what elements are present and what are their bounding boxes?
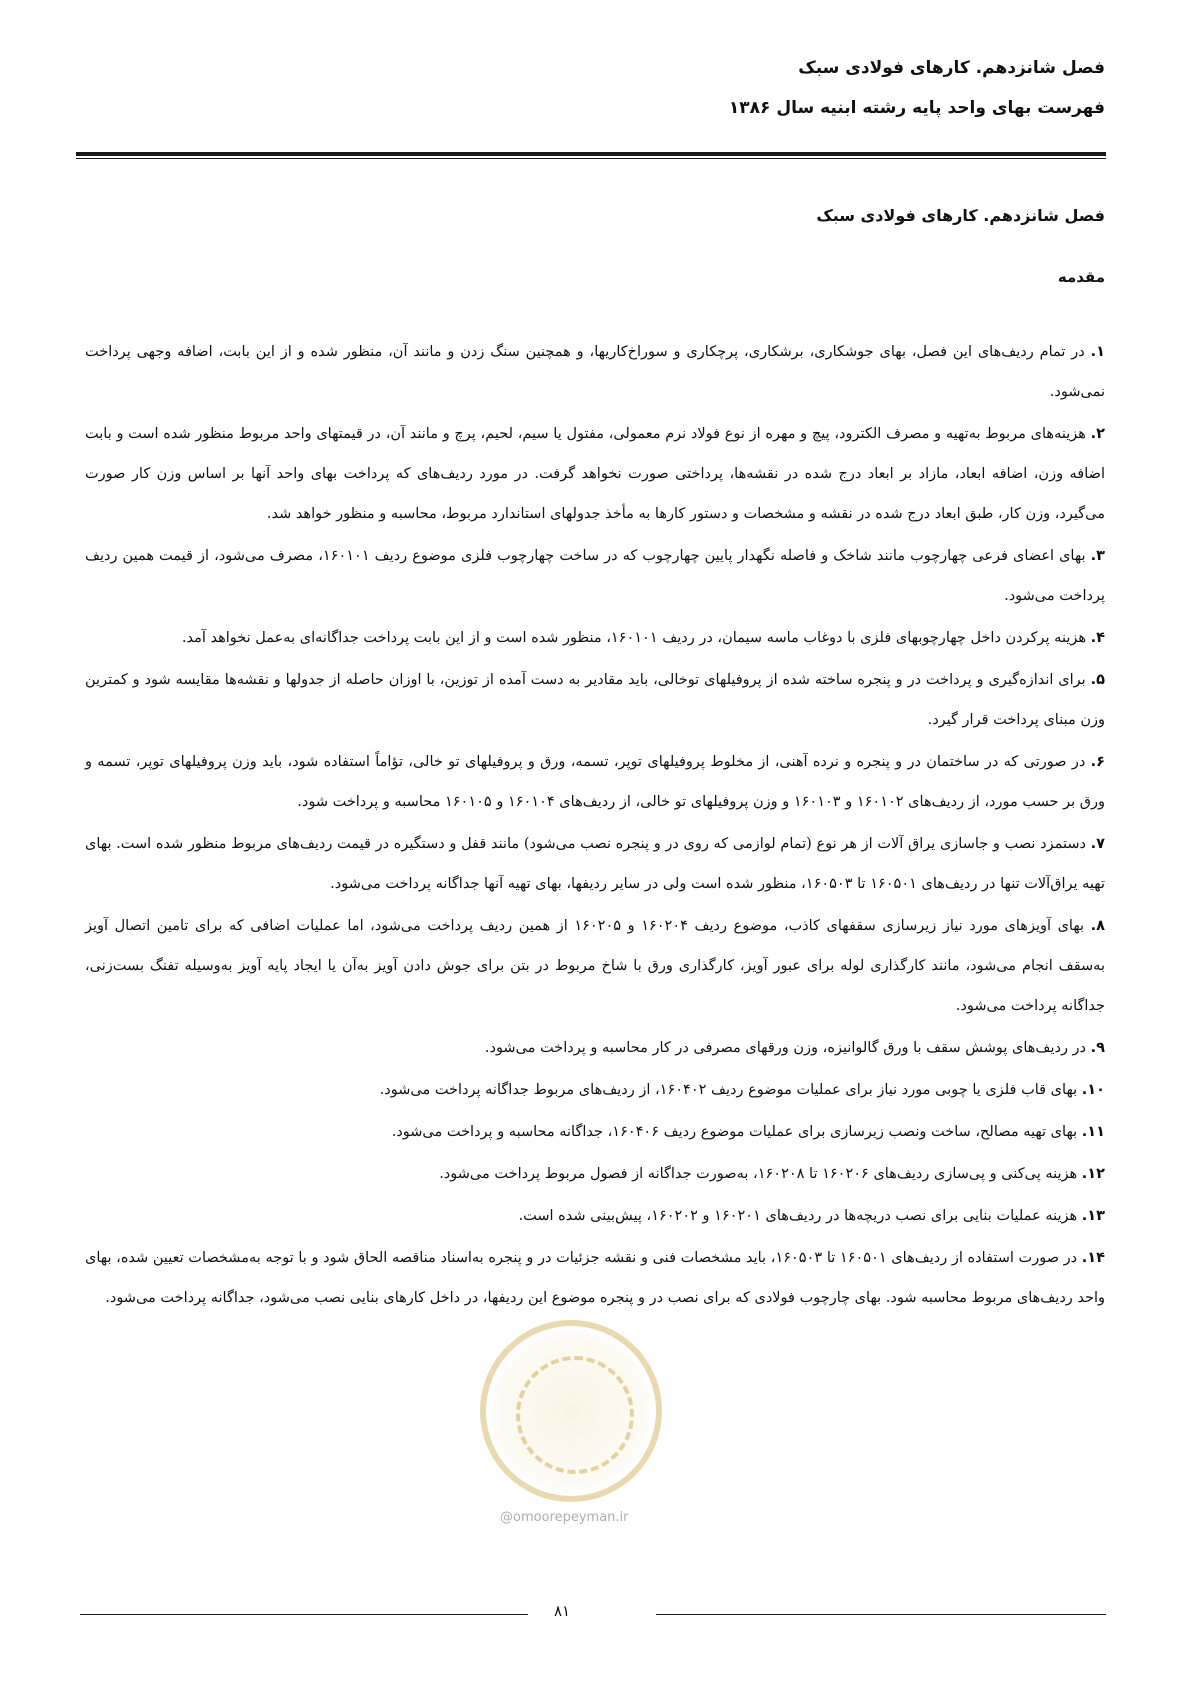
section-title: فصل شانزدهم. کارهای فولادی سبک <box>816 206 1105 225</box>
paragraph-text: در ردیف‌های پوشش سقف با ورق گالوانیزه، وزن ورقهای مصرفی در کار محاسبه و پرداخت می‌شود. <box>484 1040 1091 1056</box>
paragraph-number: ۲. <box>1090 426 1105 442</box>
paragraph <box>85 618 1105 658</box>
header-rule-thick <box>76 152 1106 156</box>
paragraph-text: بهای اعضای فرعی چهارچوب مانند شاخک و فاصله نگهدار پایین چهارچوب که در ساخت چهارچوب فلزی موضوع ردیف ۱۶۰۱۰۱، مصرف می‌شود، از قیمت همین ردیف پرداخت می‌شود. <box>85 548 1105 604</box>
paragraph <box>85 906 1105 1026</box>
paragraph-number: ۱۳. <box>1081 1208 1105 1224</box>
page-header <box>85 58 1105 118</box>
header-chapter-title: فصل شانزدهم. کارهای فولادی سبک <box>798 58 1105 78</box>
paragraph <box>85 660 1105 740</box>
paragraph-text: بهای آویزهای مورد نیاز زیرسازی سقفهای کاذب، موضوع ردیف ۱۶۰۲۰۴ و ۱۶۰۲۰۵ از همین ردیف پرداخت می‌شود، اما عملیات اضافی که برای تامین اتصال آویز به‌سقف انجام می‌شود، مانند کارگذاری لوله برای عبور آویز، کارگذاری ورق با شاخ مربوط در بتن برای جوش دادن آویز به‌آن یا ایجاد پایه آویز به‌وسیله تفنگ بست‌زنی، جداگانه پرداخت می‌شود. <box>85 918 1105 1014</box>
paragraph-text: بهای تهیه مصالح، ساخت ونصب زیرسازی برای عملیات موضوع ردیف ۱۶۰۴۰۶، جداگانه محاسبه و پرداخت می‌شود. <box>391 1124 1082 1140</box>
paragraph-text: در صورت استفاده از ردیف‌های ۱۶۰۵۰۱ تا ۱۶۰۵۰۳، باید مشخصات فنی و نقشه جزئیات در و پنجره به‌اسناد مناقصه الحاق شود و با توجه به‌مشخصات تعیین شده، بهای واحد ردیف‌های مربوط محاسبه شود. بهای چارچوب فولادی که برای نصب در و پنجره موضوع این ردیفها، در داخل کارهای بنایی نصب می‌شود، جداگانه پرداخت می‌شود. <box>85 1250 1105 1306</box>
paragraph <box>85 1070 1105 1110</box>
paragraph-text: هزینه پی‌کنی و پی‌سازی ردیف‌های ۱۶۰۲۰۶ تا ۱۶۰۲۰۸، به‌صورت جداگانه از فصول مربوط پرداخت می‌شود. <box>439 1166 1082 1182</box>
section-subtitle: مقدمه <box>1057 268 1105 286</box>
paragraph-number: ۷. <box>1090 836 1105 852</box>
watermark-url: @omoorepeyman.ir <box>500 1510 629 1525</box>
paragraph-number: ۱۴. <box>1081 1250 1105 1266</box>
paragraph-number: ۶. <box>1090 754 1105 770</box>
paragraph-text: هزینه پرکردن داخل چهارچوبهای فلزی با دوغاب ماسه سیمان، در ردیف ۱۶۰۱۰۱، منظور شده است و از این بابت پرداخت جداگانه‌ای به‌عمل نخواهد آمد. <box>181 630 1091 646</box>
paragraph <box>85 824 1105 904</box>
header-rule-thin <box>76 158 1106 159</box>
paragraph <box>85 1112 1105 1152</box>
paragraph-text: در صورتی که در ساختمان در و پنجره و نرده آهنی، از مخلوط پروفیلهای توپر، تسمه، ورق و پروفیلهای تو خالی، تؤاماً استفاده شود، باید وزن پروفیلهای توپر، تسمه و ورق بر حسب مورد، از ردیف‌های ۱۶۰۱۰۲ و ۱۶۰۱۰۳ و وزن پروفیلهای تو خالی، از ردیف‌های ۱۶۰۱۰۴ و ۱۶۰۱۰۵ محاسبه و پرداخت شود. <box>85 754 1105 810</box>
paragraph-text: دستمزد نصب و جاسازی یراق آلات از هر نوع (تمام لوازمی که روی در و پنجره نصب می‌شود) مانند قفل و دستگیره در قیمت ردیف‌های مربوط منظور شده است. بهای تهیه یراق‌آلات تنها در ردیف‌های ۱۶۰۵۰۱ تا ۱۶۰۵۰۳، منظور شده است ولی در سایر ردیفها، بهای تهیه آنها جداگانه پرداخت می‌شود. <box>85 836 1105 892</box>
paragraph <box>85 414 1105 534</box>
paragraph <box>85 332 1105 412</box>
paragraph-number: ۱۰. <box>1081 1082 1105 1098</box>
paragraph-number: ۱. <box>1090 344 1105 360</box>
paragraph-text: بهای قاب فلزی یا چوبی مورد نیاز برای عملیات موضوع ردیف ۱۶۰۴۰۲، از ردیف‌های مربوط جداگانه پرداخت می‌شود. <box>379 1082 1082 1098</box>
paragraph-number: ۱۲. <box>1081 1166 1105 1182</box>
paragraph <box>85 1238 1105 1318</box>
paragraph-text: برای اندازه‌گیری و پرداخت در و پنجره ساخته شده از پروفیلهای توخالی، باید مقادیر به دست آمده از توزین، با اوزان حاصله از جدولها و نقشه‌ها مقایسه شود و کمترین وزن مبنای پرداخت قرار گیرد. <box>85 672 1105 728</box>
paragraph-number: ۸. <box>1090 918 1105 934</box>
footer-rule-right <box>656 1614 1106 1615</box>
paragraph-text: در تمام ردیف‌های این فصل، بهای جوشکاری، برشکاری، پرچکاری و سوراخ‌کاریها، و همچنین سنگ زدن و مانند آن، منظور شده و از این بابت، اضافه وجهی پرداخت نمی‌شود. <box>85 344 1105 400</box>
paragraph-text: هزینه عملیات بنایی برای نصب دریچه‌ها در ردیف‌های ۱۶۰۲۰۱ و ۱۶۰۲۰۲، پیش‌بینی شده است. <box>518 1208 1082 1224</box>
paragraph <box>85 1028 1105 1068</box>
paragraph-number: ۹. <box>1090 1040 1105 1056</box>
paragraph-number: ۳. <box>1090 548 1105 564</box>
body-paragraphs <box>85 332 1105 1320</box>
paragraph <box>85 536 1105 616</box>
paragraph-text: هزینه‌های مربوط به‌تهیه و مصرف الکترود، پیچ و مهره از نوع فولاد نرم معمولی، مفتول یا سیم، لحیم، پرچ و مانند آن، در قیمتهای واحد مربوط منظور شده است و بابت اضافه وزن، اضافه ابعاد، مازاد بر ابعاد درج شده در نقشه‌ها، پرداختی صورت نخواهد گرفت. در مورد ردیف‌های که پرداخت بهای واحد آنها بر اساس وزن کار صورت می‌گیرد، وزن کار، طبق ابعاد درج شده در نقشه و مشخصات و دستور کارها به مأخذ جدولهای استاندارد مربوط، محاسبه و منظور خواهد شد. <box>85 426 1105 522</box>
paragraph-number: ۱۱. <box>1081 1124 1105 1140</box>
page-number: ۸۱ <box>553 1602 571 1620</box>
paragraph <box>85 1196 1105 1236</box>
paragraph-number: ۴. <box>1090 630 1105 646</box>
paragraph <box>85 742 1105 822</box>
paragraph <box>85 1154 1105 1194</box>
footer-rule-left <box>80 1614 528 1615</box>
header-document-title: فهرست بهای واحد پایه رشته ابنیه سال ۱۳۸۶ <box>728 98 1105 118</box>
watermark-seal <box>480 1320 662 1502</box>
paragraph-number: ۵. <box>1090 672 1105 688</box>
